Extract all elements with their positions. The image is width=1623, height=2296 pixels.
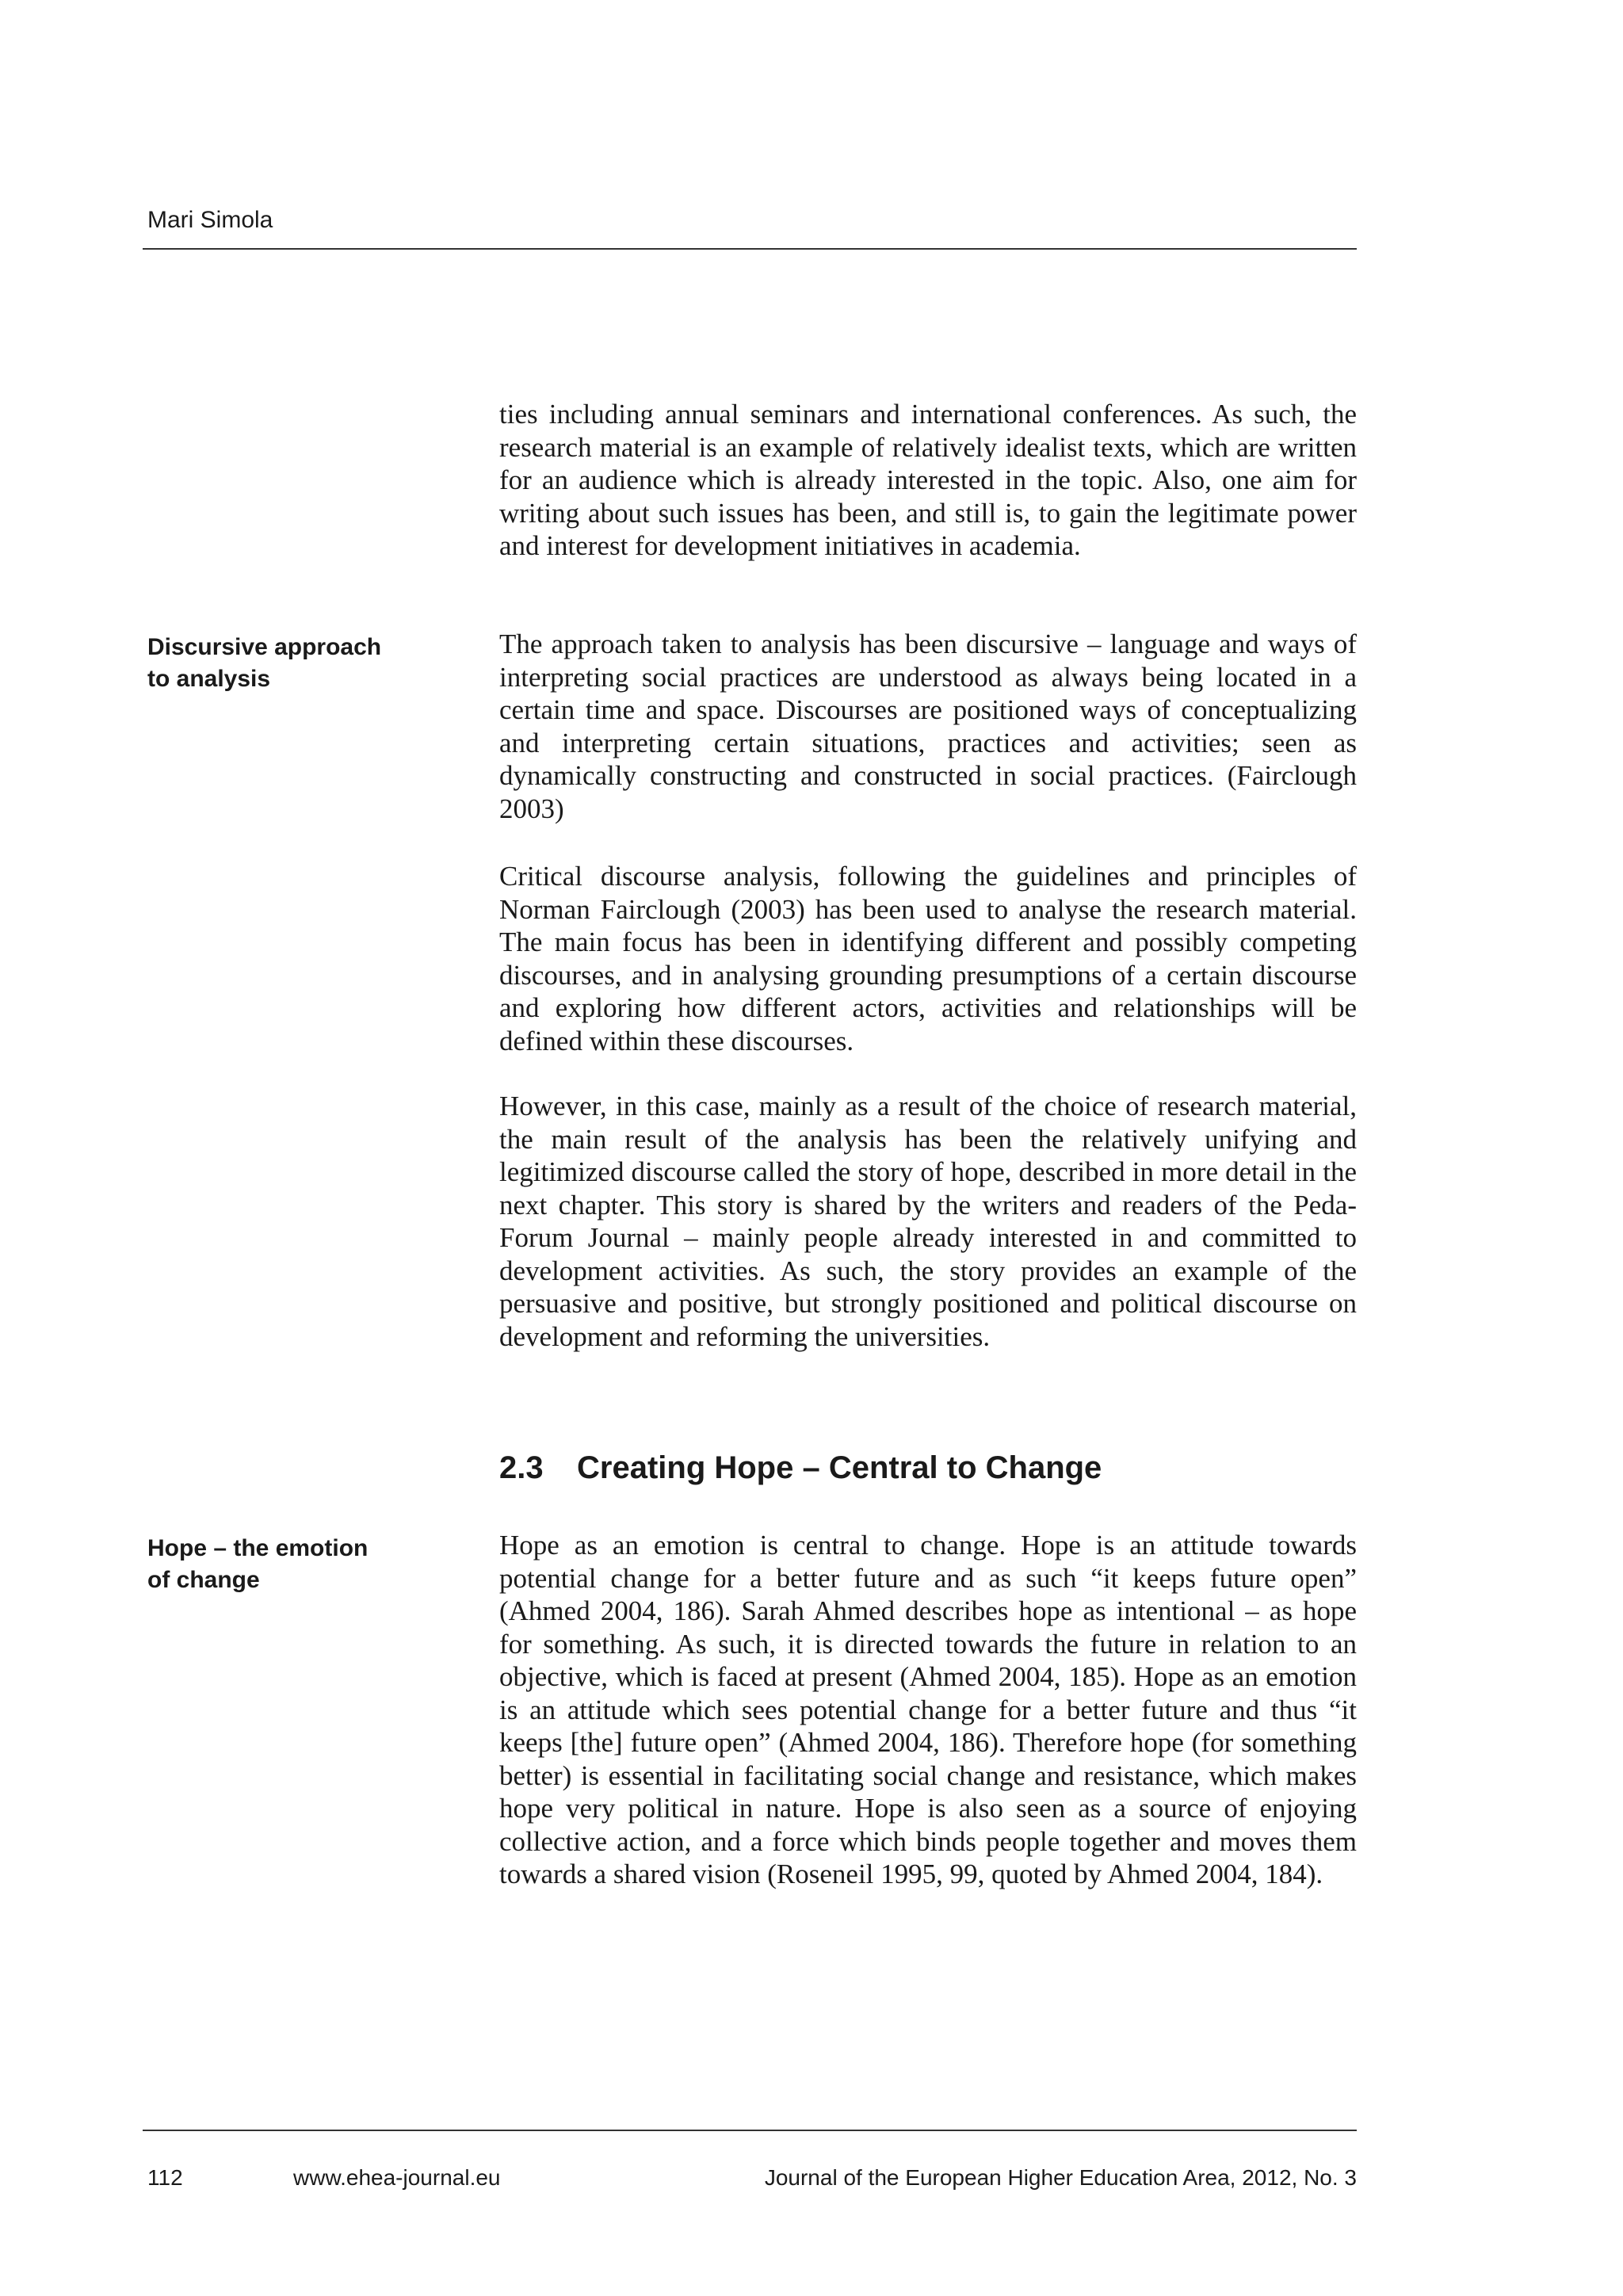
body-paragraph-3: Critical discourse analysis, following the guidelines and principles of Norman Fairclough (2003) has been used to analyse the research material. The main focus has been in identifying different and possibly competing discourses, and in analysing grounding presumptions of a certain discourse and exploring how different actors, activities and relationships will be defined within these discourses.: [499, 861, 1357, 1056]
journal-website-link[interactable]: www.ehea-journal.eu: [293, 2165, 501, 2190]
running-header-author: Mari Simola: [147, 207, 273, 233]
page-footer: [147, 2162, 1357, 2194]
section-title: Creating Hope – Central to Change: [577, 1450, 1102, 1485]
body-paragraph-5: Hope as an emotion is central to change. Hope is an attitude towards potential change for a better future and as such “it keeps future open” (Ahmed 2004, 186). Sarah Ahmed describes hope as intentional – as hope for something. As such, it is directed towards the future in relation to an objective, which is faced at present (Ahmed 2004, 185). Hope as an emotion is an attitude which sees potential change for a better future and thus “it keeps [the] future open” (Ahmed 2004, 186). Therefore hope (for something better) is essential in facilitating social change and resistance, which makes hope very political in nature. Hope is also seen as a source of enjoying collective action, and a force which binds people together and moves them towards a shared vision (Roseneil 1995, 99, quoted by Ahmed 2004, 184).: [499, 1530, 1357, 1889]
margin-note-line: to analysis: [147, 666, 271, 692]
margin-note-line: Hope – the emotion: [147, 1535, 369, 1561]
header-divider: [143, 248, 1357, 250]
page-number: 112: [147, 2165, 183, 2190]
body-paragraph-2: The approach taken to analysis has been discursive – language and ways of interpreting social practices are understood as always being located in a certain time and space. Discourses are positioned ways of conceptualizing and interpreting certain situations, practices and activities; seen as dynamically constructing and constructed in social practices. (Fairclough 2003): [499, 628, 1357, 824]
footer-divider: [143, 2130, 1357, 2131]
section-heading: [499, 1447, 1357, 1488]
body-paragraph-4: However, in this case, mainly as a result of the choice of research material, the main result of the analysis has been the relatively unifying and legitimized discourse called the story of hope, described in more detail in the next chapter. This story is shared by the writers and readers of the Peda-Forum Journal – mainly people already interested in and committed to development activities. As such, the story provides an example of the persuasive and positive, but strongly positioned and political discourse on development and reforming the universities.: [499, 1091, 1357, 1352]
body-paragraph-1: ties including annual seminars and international conferences. As such, the research material is an example of relatively idealist texts, which are written for an audience which is already interested in the topic. Also, one aim for writing about such issues has been, and still is, to gain the legitimate power and interest for development initiatives in academia.: [499, 399, 1357, 561]
margin-note-hope-emotion: [147, 1533, 433, 1596]
margin-note-discursive-approach: [147, 632, 433, 695]
margin-note-line: Discursive approach: [147, 634, 382, 660]
section-number: 2.3: [499, 1450, 544, 1485]
journal-citation: Journal of the European Higher Education Area, 2012, No. 3: [764, 2165, 1357, 2190]
margin-note-line: of change: [147, 1567, 260, 1593]
